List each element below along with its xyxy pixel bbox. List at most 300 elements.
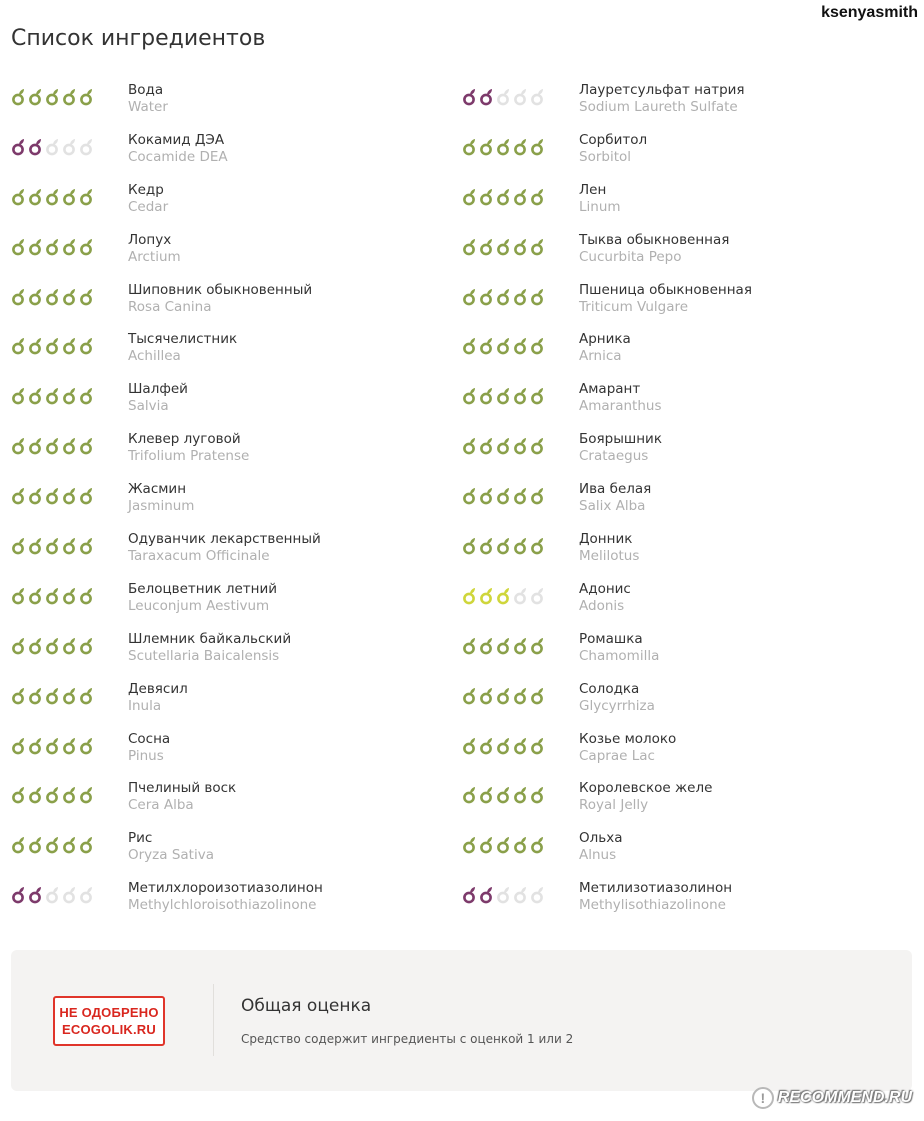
rating-drop-icon <box>512 188 528 206</box>
rating-drops <box>461 487 545 505</box>
ingredient-name-ru[interactable]: Вода <box>128 82 164 98</box>
ingredient-name-en: Sorbitol <box>579 148 632 165</box>
ingredient-name-ru[interactable]: Шалфей <box>128 381 188 398</box>
ingredient-names <box>579 681 655 715</box>
ingredient-name-ru[interactable]: Метилизотиазолинон <box>579 880 733 897</box>
rating-drops <box>10 387 94 405</box>
rating-drop-icon <box>44 537 60 555</box>
rating-drop-icon <box>44 786 60 804</box>
rating-drop-icon <box>10 88 26 106</box>
rating-drop-icon <box>478 138 494 156</box>
ingredient-names <box>579 132 647 166</box>
rating-drop-icon <box>27 437 43 455</box>
ingredient-name-en: Rosa Canina <box>128 298 212 315</box>
not-approved-stamp <box>53 996 165 1046</box>
rating-drop-icon <box>461 288 477 306</box>
rating-drop-icon <box>78 238 94 256</box>
rating-drop-icon <box>461 786 477 804</box>
rating-drop-icon <box>44 737 60 755</box>
ingredient-name-en: Royal Jelly <box>579 797 649 814</box>
rating-drop-icon <box>10 786 26 804</box>
ingredient-name-ru[interactable]: Ромашка <box>579 630 643 647</box>
ingredient-row[interactable] <box>461 780 901 830</box>
rating-drops <box>461 138 545 156</box>
ingredient-names <box>579 481 651 515</box>
rating-drop-icon <box>478 188 494 206</box>
rating-drop-icon <box>512 537 528 555</box>
ingredient-row[interactable] <box>10 631 450 681</box>
rating-drop-icon <box>529 836 545 854</box>
rating-drop-icon <box>27 886 43 904</box>
rating-drop-icon <box>44 138 60 156</box>
ingredient-name-en: Caprae Lac <box>579 747 655 764</box>
ingredient-names <box>128 830 214 864</box>
rating-drops <box>461 886 545 904</box>
ingredient-row[interactable] <box>461 82 901 132</box>
rating-drop-icon <box>44 487 60 505</box>
rating-drop-icon <box>44 88 60 106</box>
rating-drop-icon <box>461 138 477 156</box>
rating-drop-icon <box>78 387 94 405</box>
ingredient-row[interactable] <box>461 830 901 880</box>
page-title: Список ингредиентов <box>11 26 266 51</box>
ingredient-name-ru[interactable]: Девясил <box>128 680 188 697</box>
ingredient-row[interactable] <box>461 581 901 631</box>
rating-drop-icon <box>61 337 77 355</box>
rating-drop-icon <box>461 487 477 505</box>
ingredient-names <box>128 331 237 365</box>
rating-drop-icon <box>495 88 511 106</box>
rating-drop-icon <box>461 337 477 355</box>
ingredient-row[interactable] <box>461 481 901 531</box>
rating-drop-icon <box>495 687 511 705</box>
rating-drop-icon <box>27 138 43 156</box>
ingredient-name-ru[interactable]: Клевер луговой <box>128 431 241 448</box>
rating-drop-icon <box>461 437 477 455</box>
rating-drop-icon <box>10 587 26 605</box>
ingredient-name-ru[interactable]: Лопух <box>128 231 172 248</box>
ingredient-names <box>128 381 188 415</box>
rating-drop-icon <box>61 687 77 705</box>
rating-drop-icon <box>61 88 77 106</box>
rating-drop-icon <box>478 687 494 705</box>
ingredient-row[interactable] <box>10 780 450 830</box>
rating-drops <box>461 387 545 405</box>
ingredient-name-en: Jasminum <box>128 498 195 515</box>
rating-drop-icon <box>512 138 528 156</box>
ingredient-name-en: Cucurbita Pepo <box>579 248 682 265</box>
rating-drop-icon <box>78 487 94 505</box>
rating-drop-icon <box>78 786 94 804</box>
ingredient-name-ru[interactable]: Пчелиный воск <box>128 780 237 797</box>
rating-drop-icon <box>78 138 94 156</box>
ingredient-name-en: Water <box>128 99 168 115</box>
ingredient-row[interactable] <box>461 132 901 182</box>
rating-drop-icon <box>44 288 60 306</box>
ingredient-row[interactable] <box>10 481 450 531</box>
ingredient-row[interactable] <box>461 880 901 930</box>
ingredient-name-ru[interactable]: Королевское желе <box>579 780 713 797</box>
rating-drops <box>10 737 94 755</box>
ingredient-name-en: Adonis <box>579 597 625 614</box>
rating-drop-icon <box>529 238 545 256</box>
rating-drop-icon <box>478 786 494 804</box>
rating-drop-icon <box>461 387 477 405</box>
rating-drops <box>10 487 94 505</box>
rating-drop-icon <box>461 687 477 705</box>
rating-drops <box>10 138 94 156</box>
ingredient-name-ru[interactable]: Лен <box>579 181 607 198</box>
rating-drop-icon <box>10 537 26 555</box>
ingredient-name-en: Melilotus <box>579 548 640 565</box>
rating-drop-icon <box>512 88 528 106</box>
rating-drop-icon <box>529 387 545 405</box>
rating-drop-icon <box>27 337 43 355</box>
ingredient-names <box>128 182 168 216</box>
rating-drop-icon <box>495 337 511 355</box>
ingredient-name-en: Amaranthus <box>579 398 662 415</box>
rating-drop-icon <box>61 387 77 405</box>
ingredient-row[interactable] <box>10 182 450 232</box>
ingredient-name-ru[interactable]: Сосна <box>128 730 171 747</box>
ingredient-row[interactable] <box>10 830 450 880</box>
ingredient-row[interactable] <box>461 731 901 781</box>
rating-drops <box>10 537 94 555</box>
ingredient-name-ru[interactable]: Ольха <box>579 830 623 847</box>
rating-drop-icon <box>461 188 477 206</box>
rating-drop-icon <box>495 836 511 854</box>
ingredient-names <box>579 381 661 415</box>
ingredient-names <box>128 282 312 316</box>
rating-drop-icon <box>61 786 77 804</box>
rating-drop-icon <box>61 637 77 655</box>
rating-drops <box>461 437 545 455</box>
ingredient-row[interactable] <box>461 182 901 232</box>
rating-drop-icon <box>44 387 60 405</box>
ingredient-names <box>579 232 729 266</box>
ingredient-name-en: Linum <box>579 198 621 215</box>
rating-drop-icon <box>529 786 545 804</box>
rating-drop-icon <box>495 138 511 156</box>
ingredient-row[interactable] <box>10 82 450 132</box>
rating-drop-icon <box>27 836 43 854</box>
ingredient-name-ru[interactable]: Пшеница обыкновенная <box>579 281 752 298</box>
divider <box>213 984 214 1056</box>
rating-drop-icon <box>512 786 528 804</box>
rating-drops <box>10 836 94 854</box>
rating-drop-icon <box>495 587 511 605</box>
ingredient-name-ru[interactable]: Адонис <box>579 580 631 597</box>
rating-drop-icon <box>461 637 477 655</box>
rating-drop-icon <box>61 487 77 505</box>
rating-drop-icon <box>495 637 511 655</box>
ingredient-names <box>579 431 662 465</box>
ingredient-row[interactable] <box>10 531 450 581</box>
rating-drop-icon <box>27 737 43 755</box>
rating-drop-icon <box>78 737 94 755</box>
rating-drop-icon <box>78 637 94 655</box>
ingredient-row[interactable] <box>461 631 901 681</box>
ingredient-name-en: Glycyrrhiza <box>579 697 655 714</box>
ingredient-names <box>128 780 236 814</box>
rating-drop-icon <box>10 487 26 505</box>
rating-drop-icon <box>27 238 43 256</box>
ingredient-names <box>128 731 170 765</box>
ingredient-row[interactable] <box>461 431 901 481</box>
ingredient-names <box>579 731 676 765</box>
stamp-line-2: ECOGOLIK.RU <box>62 1022 156 1037</box>
rating-drop-icon <box>495 737 511 755</box>
ingredient-row[interactable] <box>10 731 450 781</box>
ingredient-name-en: Chamomilla <box>579 647 660 664</box>
rating-drop-icon <box>10 288 26 306</box>
ingredient-list-right <box>461 82 901 930</box>
rating-drop-icon <box>78 437 94 455</box>
ingredient-name-en: Methylisothiazolinone <box>579 897 726 914</box>
rating-drops <box>461 587 545 605</box>
rating-drops <box>461 238 545 256</box>
ingredient-name-ru[interactable]: Белоцветник летний <box>128 580 277 597</box>
ingredient-names <box>128 82 168 116</box>
rating-drop-icon <box>512 687 528 705</box>
ingredient-name-ru[interactable]: Ива белая <box>579 481 652 498</box>
rating-drop-icon <box>529 138 545 156</box>
rating-drop-icon <box>61 188 77 206</box>
ingredient-name-ru[interactable]: Боярышник <box>579 431 662 448</box>
ingredient-name-ru[interactable]: Лауретсульфат натрия <box>579 82 745 98</box>
ingredient-name-ru[interactable]: Одуванчик лекарственный <box>128 531 321 548</box>
ingredient-row[interactable] <box>10 581 450 631</box>
ingredient-names <box>128 681 188 715</box>
overall-rating-title: Общая оценка <box>241 996 372 1016</box>
ingredient-names <box>579 780 712 814</box>
rating-drop-icon <box>10 138 26 156</box>
rating-drop-icon <box>495 537 511 555</box>
rating-drops <box>10 337 94 355</box>
ingredient-name-en: Methylchloroisothiazolinone <box>128 897 317 914</box>
rating-drop-icon <box>478 886 494 904</box>
ingredient-row[interactable] <box>461 381 901 431</box>
ingredient-names <box>579 880 732 914</box>
rating-drop-icon <box>44 238 60 256</box>
ingredient-name-en: Oryza Sativa <box>128 847 214 864</box>
ingredient-name-ru[interactable]: Амарант <box>579 381 641 398</box>
rating-drop-icon <box>512 737 528 755</box>
rating-drops <box>10 637 94 655</box>
rating-drops <box>461 337 545 355</box>
ingredient-names <box>579 282 752 316</box>
rating-drop-icon <box>495 387 511 405</box>
rating-drop-icon <box>10 188 26 206</box>
rating-drop-icon <box>27 687 43 705</box>
rating-drops <box>10 437 94 455</box>
username[interactable]: ksenyasmith <box>821 4 918 21</box>
rating-drop-icon <box>478 387 494 405</box>
rating-drop-icon <box>478 836 494 854</box>
rating-drop-icon <box>10 337 26 355</box>
rating-drop-icon <box>27 587 43 605</box>
ingredient-name-ru[interactable]: Донник <box>579 531 633 548</box>
ingredient-name-ru[interactable]: Шиповник обыкновенный <box>128 281 313 298</box>
ingredient-name-en: Taraxacum Officinale <box>128 548 270 565</box>
rating-drop-icon <box>461 88 477 106</box>
rating-drop-icon <box>27 637 43 655</box>
ingredient-name-en: Achillea <box>128 348 181 365</box>
ingredient-names <box>128 431 249 465</box>
rating-drop-icon <box>478 288 494 306</box>
ingredient-name-ru[interactable]: Козье молоко <box>579 730 677 747</box>
ingredient-name-ru[interactable]: Рис <box>128 830 153 847</box>
ingredient-name-ru[interactable]: Метилхлороизотиазолинон <box>128 880 323 897</box>
ingredient-name-ru[interactable]: Тысячелистник <box>128 331 238 348</box>
ingredient-name-en: Alnus <box>579 847 617 864</box>
rating-drop-icon <box>61 587 77 605</box>
rating-drops <box>10 88 94 106</box>
rating-drop-icon <box>529 886 545 904</box>
rating-drop-icon <box>10 836 26 854</box>
ingredient-name-en: Cocamide DEA <box>128 148 228 165</box>
rating-drop-icon <box>10 886 26 904</box>
ingredient-name-ru[interactable]: Тыква обыкновенная <box>579 231 730 248</box>
ingredient-row[interactable] <box>461 681 901 731</box>
ingredient-names <box>128 581 277 615</box>
rating-drop-icon <box>478 537 494 555</box>
rating-drop-icon <box>478 238 494 256</box>
ingredient-names <box>128 531 321 565</box>
ingredient-names <box>579 631 659 665</box>
rating-drop-icon <box>512 637 528 655</box>
ingredient-name-en: Salvia <box>128 398 169 415</box>
rating-drop-icon <box>10 387 26 405</box>
overall-rating-panel <box>11 950 912 1091</box>
rating-drop-icon <box>61 836 77 854</box>
rating-drop-icon <box>78 288 94 306</box>
rating-drop-icon <box>78 188 94 206</box>
rating-drop-icon <box>529 437 545 455</box>
rating-drop-icon <box>512 587 528 605</box>
rating-drop-icon <box>529 537 545 555</box>
ingredient-name-ru[interactable]: Кедр <box>128 181 164 198</box>
rating-drop-icon <box>478 487 494 505</box>
recommend-watermark <box>752 1087 912 1109</box>
ingredient-names <box>579 331 631 365</box>
ingredient-name-ru[interactable]: Жасмин <box>128 481 187 498</box>
ingredient-names <box>579 830 622 864</box>
rating-drop-icon <box>478 337 494 355</box>
rating-drop-icon <box>495 487 511 505</box>
ingredient-name-en: Arctium <box>128 248 181 265</box>
ingredient-names <box>579 182 621 216</box>
rating-drop-icon <box>529 337 545 355</box>
rating-drop-icon <box>44 437 60 455</box>
ingredient-name-ru[interactable]: Солодка <box>579 680 640 697</box>
rating-drop-icon <box>10 687 26 705</box>
rating-drops <box>461 188 545 206</box>
rating-drop-icon <box>529 737 545 755</box>
ingredient-row[interactable] <box>461 232 901 282</box>
rating-drop-icon <box>44 687 60 705</box>
ingredient-names <box>128 481 194 515</box>
ingredient-name-ru[interactable]: Сорбитол <box>579 131 648 148</box>
ingredient-row[interactable] <box>10 381 450 431</box>
rating-drop-icon <box>44 836 60 854</box>
ingredient-row[interactable] <box>10 880 450 930</box>
ingredient-row[interactable] <box>461 531 901 581</box>
ingredient-name-en: Salix Alba <box>579 498 646 515</box>
stamp-line-1: НЕ ОДОБРЕНО <box>59 1005 159 1020</box>
rating-drops <box>10 587 94 605</box>
rating-drop-icon <box>44 188 60 206</box>
rating-drop-icon <box>61 737 77 755</box>
ingredient-names <box>128 132 228 166</box>
rating-drop-icon <box>61 537 77 555</box>
ingredient-name-ru[interactable]: Шлемник байкальский <box>128 630 292 647</box>
rating-drops <box>461 288 545 306</box>
ingredient-name-ru[interactable]: Арника <box>579 331 631 348</box>
ingredient-name-en: Sodium Laureth Sulfate <box>579 99 738 115</box>
rating-drop-icon <box>78 88 94 106</box>
rating-drop-icon <box>495 886 511 904</box>
ingredient-name-en: Inula <box>128 697 162 714</box>
ingredient-name-en: Cedar <box>128 198 169 215</box>
rating-drops <box>10 288 94 306</box>
ingredient-names <box>128 631 291 665</box>
ingredient-row[interactable] <box>10 232 450 282</box>
ingredient-row[interactable] <box>10 331 450 381</box>
rating-drop-icon <box>512 238 528 256</box>
rating-drop-icon <box>44 587 60 605</box>
rating-drop-icon <box>495 238 511 256</box>
ingredient-name-ru[interactable]: Кокамид ДЭА <box>128 131 225 148</box>
ingredient-name-en: Arnica <box>579 348 622 365</box>
rating-drop-icon <box>78 587 94 605</box>
rating-drop-icon <box>461 587 477 605</box>
rating-drops <box>461 537 545 555</box>
ingredient-names <box>579 531 639 565</box>
rating-drop-icon <box>461 537 477 555</box>
rating-drop-icon <box>27 387 43 405</box>
rating-drops <box>10 687 94 705</box>
rating-drop-icon <box>495 437 511 455</box>
ingredient-row[interactable] <box>10 431 450 481</box>
rating-drop-icon <box>10 637 26 655</box>
rating-drop-icon <box>27 188 43 206</box>
ingredient-row[interactable] <box>10 132 450 182</box>
ingredient-row[interactable] <box>10 681 450 731</box>
rating-drop-icon <box>10 737 26 755</box>
rating-drop-icon <box>27 288 43 306</box>
rating-drop-icon <box>78 337 94 355</box>
rating-drop-icon <box>44 337 60 355</box>
rating-drop-icon <box>78 687 94 705</box>
rating-drop-icon <box>478 587 494 605</box>
rating-drops <box>461 786 545 804</box>
rating-drop-icon <box>61 238 77 256</box>
rating-drop-icon <box>529 288 545 306</box>
ingredient-list-left <box>10 82 450 930</box>
overall-rating-description: Средство содержит ингредиенты с оценкой 1 или 2 <box>241 1032 574 1046</box>
ingredient-name-en: Cera Alba <box>128 797 194 814</box>
ingredient-row[interactable] <box>461 282 901 332</box>
watermark-text: RECOMMEND.RU <box>777 1089 912 1106</box>
rating-drops <box>461 836 545 854</box>
rating-drop-icon <box>495 188 511 206</box>
rating-drop-icon <box>512 886 528 904</box>
rating-drop-icon <box>10 437 26 455</box>
ingredient-row[interactable] <box>461 331 901 381</box>
ingredient-row[interactable] <box>10 282 450 332</box>
rating-drop-icon <box>78 886 94 904</box>
